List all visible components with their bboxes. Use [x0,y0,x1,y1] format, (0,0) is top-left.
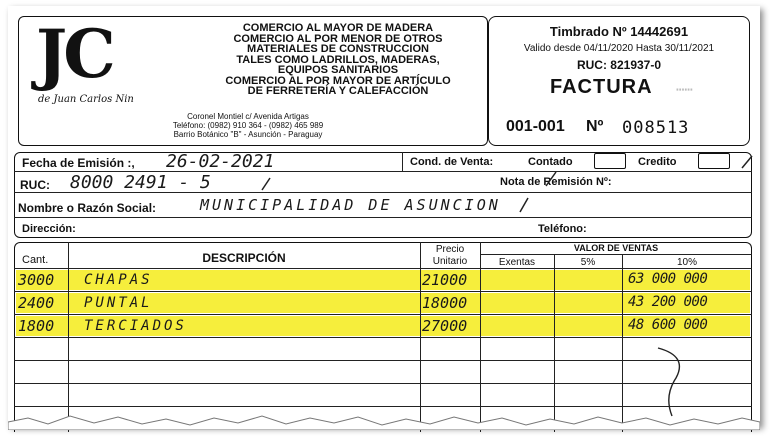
address-line: Coronel Montiel c/ Avenida Artigas [187,112,309,121]
header-precio: Precio [435,244,465,255]
invoice-paper [8,6,760,426]
telefono-label: Teléfono: [538,223,587,235]
row-cant: 1800 [18,317,55,335]
razon-label: Nombre o Razón Social: [18,201,157,215]
fecha-label: Fecha de Emisión :, [22,156,135,170]
description-line: DE FERRETERÍA Y CALEFACCIÓN [247,85,429,97]
row-total-10: 43 200 000 [628,294,708,310]
header-exentas: Exentas [498,257,536,268]
validity-text: Valido desde 04/11/2020 Hasta 30/11/2021 [523,43,715,54]
ruc-label: RUC: [20,178,50,192]
timbrado-text: Timbrado Nº 14442691 [549,24,689,39]
cond-label: Cond. de Venta: [410,156,494,168]
credito-label: Credito [638,156,677,168]
header-10pct: 10% [676,257,697,268]
row-descripcion: TERCIADOS [84,318,187,334]
invoice-number: 008513 [622,118,690,138]
description-line: EQUIPOS SANITARIOS [277,64,399,76]
pen-strokes [8,6,760,426]
address-line: Teléfono: (0982) 910 364 - (0982) 465 989 [172,121,324,130]
header-valor-ventas: VALOR DE VENTAS [573,243,659,253]
doc-type: FACTURA [550,76,653,98]
header-descripcion: DESCRIPCIÓN [202,251,286,265]
description-line: TALES COMO LADRILLOS, MADERAS, [236,53,440,66]
description-line: COMERCIO AL POR MAYOR DE ARTÍCULO [225,74,451,87]
razon-value: MUNICIPALIDAD DE ASUNCION [200,196,501,214]
description-line: MATERIALES DE CONSTRUCCION [247,43,429,55]
row-total-10: 63 000 000 [628,271,708,287]
slash-mark-icon [742,156,752,168]
contado-label: Contado [528,156,573,168]
header-cant: Cant. [22,254,49,266]
row-descripcion: CHAPAS [84,272,153,288]
number-prefix: Nº [586,118,604,135]
slash-mark-icon [262,178,270,190]
strike-line-icon [658,348,679,416]
torn-edge [8,410,760,430]
logo-text: JC [36,15,112,93]
row-precio: 21000 [422,271,468,289]
row-precio: 18000 [422,294,468,312]
stamp-ruc: RUC: 821937-0 [576,58,662,72]
fecha-value: 26-02-2021 [166,151,275,172]
description-line: COMERCIO AL POR MENOR DE OTROS [233,32,443,45]
slash-mark-icon [546,172,556,186]
row-cant: 2400 [18,294,55,312]
row-precio: 27000 [422,317,468,335]
description-line: COMERCIO AL MAYOR DE MADERA [242,22,434,34]
ruc-value: 8000 2491 - 5 [70,172,211,193]
remision-label: Nota de Remisión Nº: [500,176,612,188]
row-total-10: 48 600 000 [628,317,708,333]
header-5pct: 5% [580,257,596,268]
faded-serial-icon: ⋯⋯ [676,82,693,98]
header-unitario: Unitario [432,256,468,267]
address-line: Barrio Botánico "B" - Asunción - Paraguay [173,130,323,139]
series-number: 001-001 [506,118,565,135]
logo-subtitle: de Juan Carlos Nin [38,94,134,105]
row-cant: 3000 [18,271,55,289]
direccion-label: Dirección: [22,223,76,235]
slash-mark-icon [520,198,528,212]
row-descripcion: PUNTAL [84,295,153,311]
